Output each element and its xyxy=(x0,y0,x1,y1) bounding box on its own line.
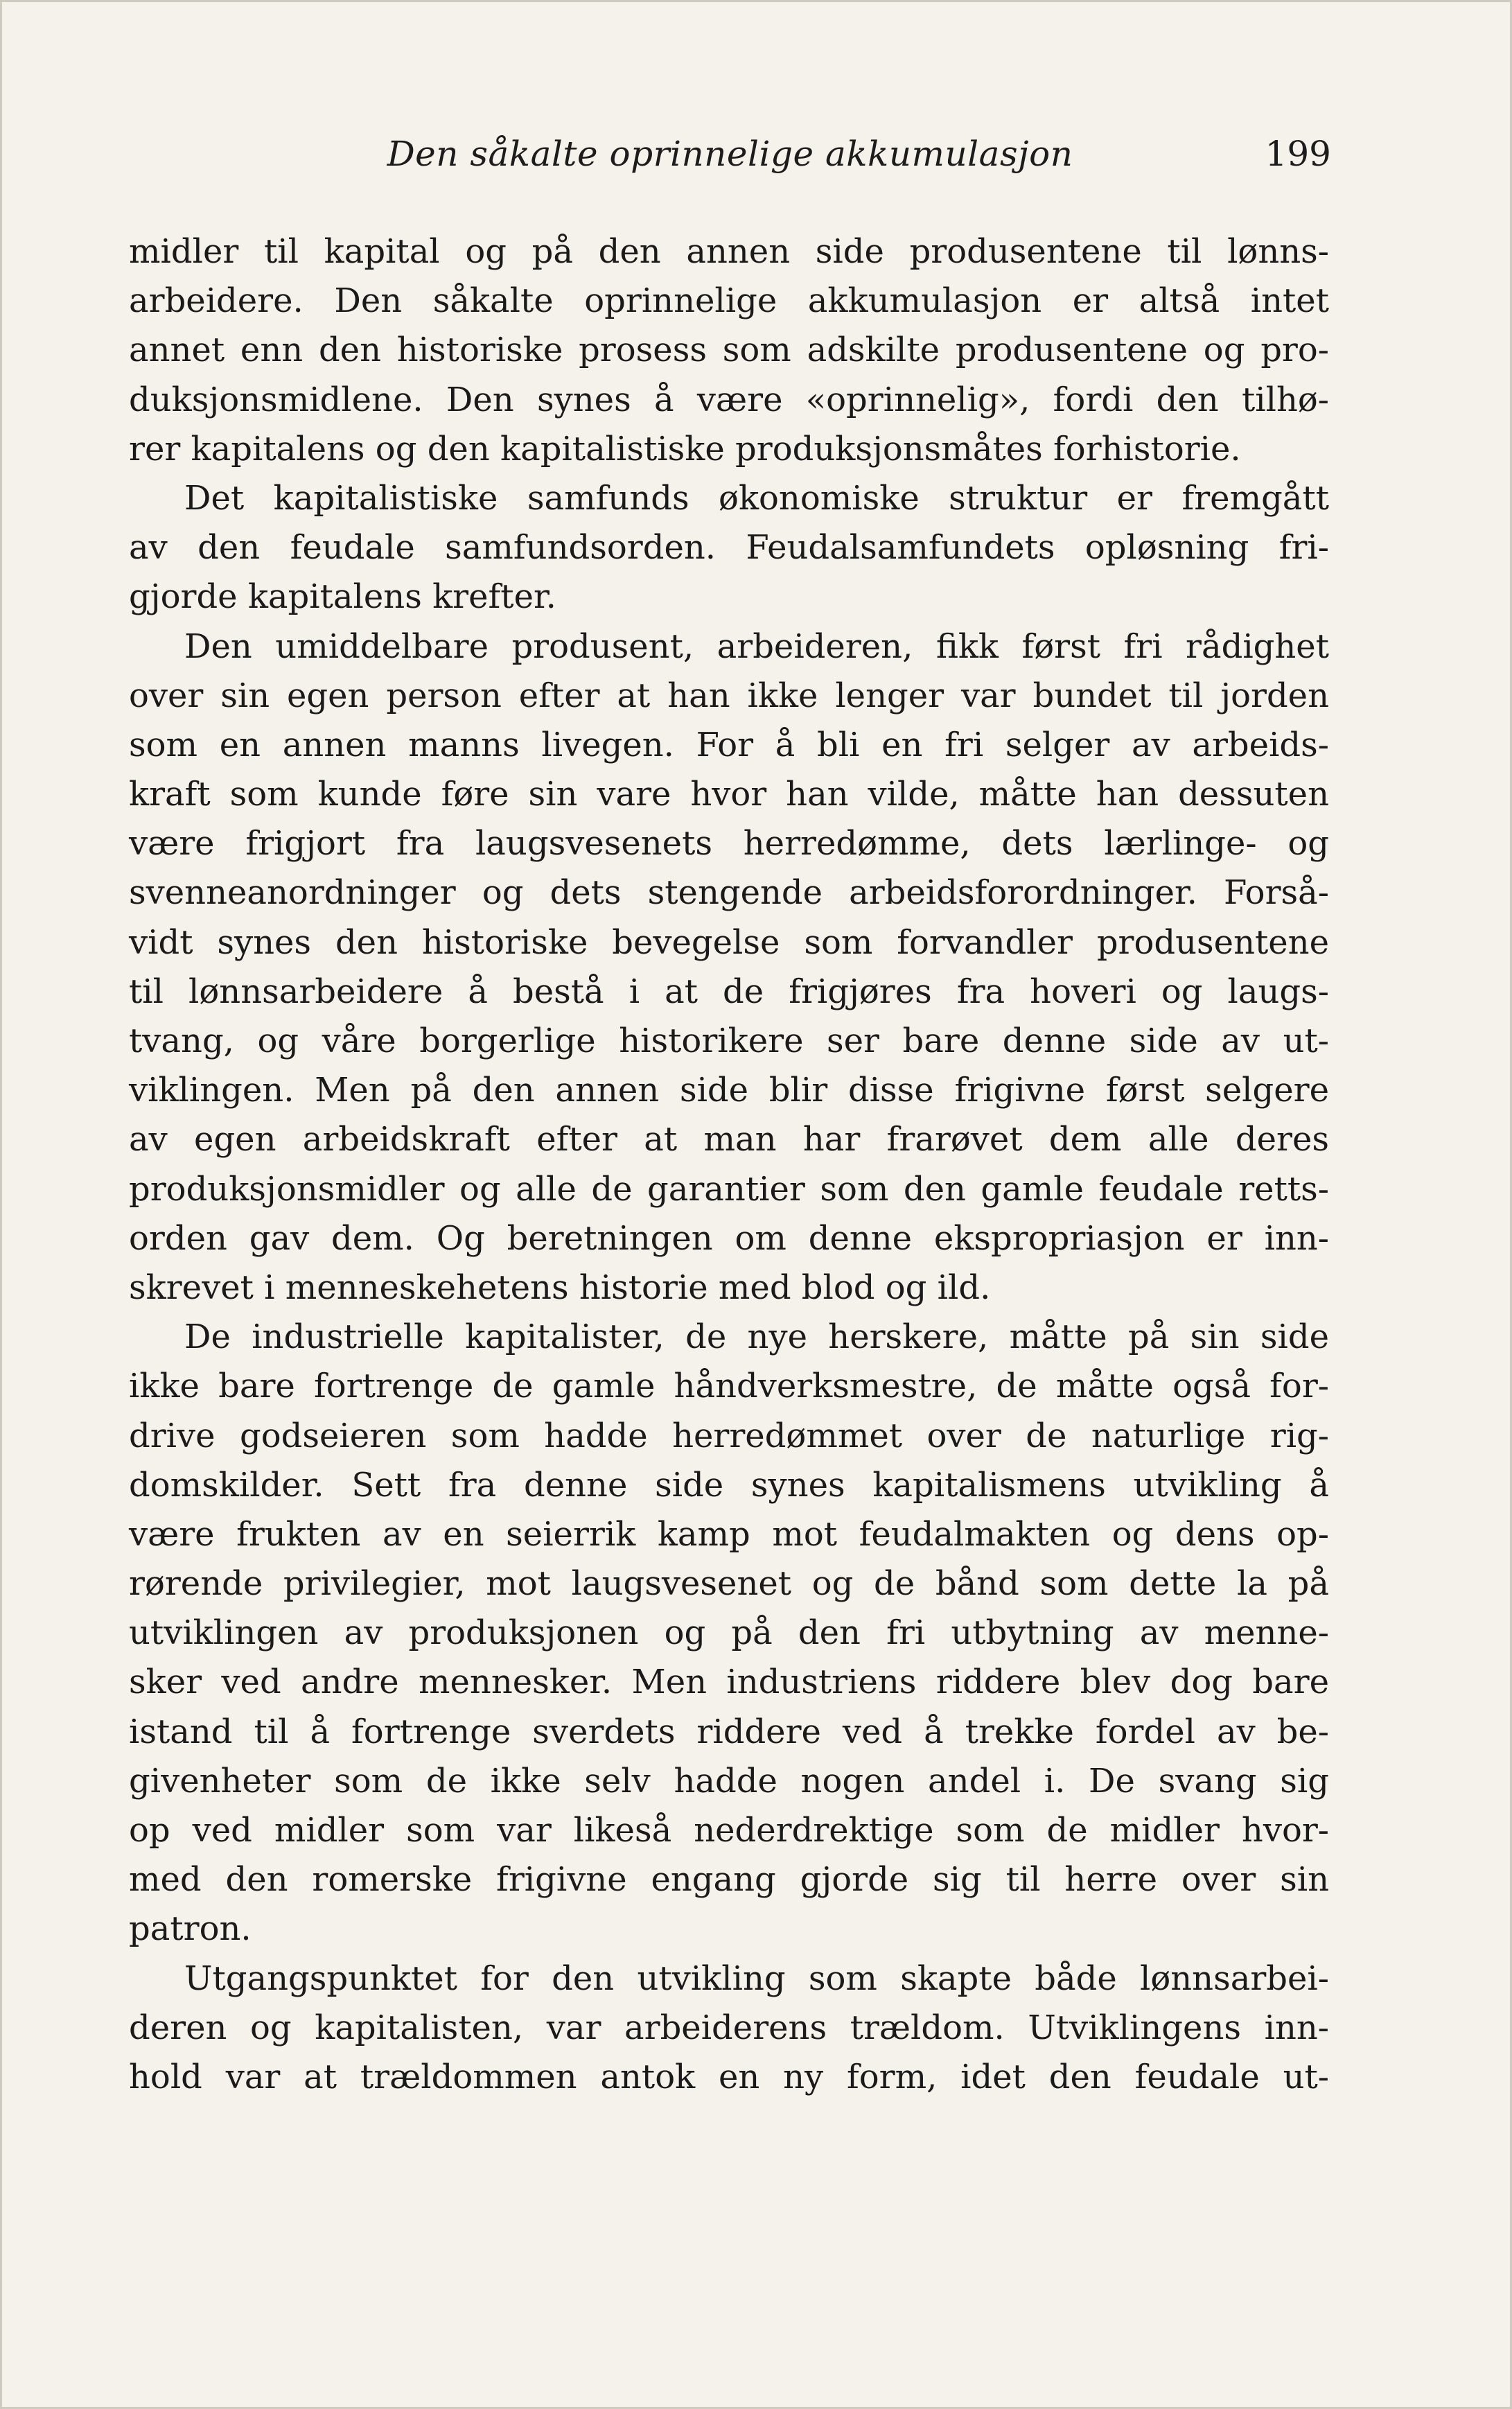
running-title: Den såkalte oprinnelige akkumulasjon xyxy=(387,134,1073,174)
running-header xyxy=(129,134,1331,182)
text-line: kraft som kunde føre sin vare hvor han vilde, måtte han dessuten xyxy=(129,775,1329,814)
text-line: rørende privilegier, mot laugsvesenet og de bånd som dette la på xyxy=(129,1564,1329,1604)
text-line: hold var at trældommen antok en ny form, idet den feudale ut- xyxy=(129,2057,1329,2096)
text-line: tvang, og våre borgerlige historikere ser bare denne side av ut- xyxy=(129,1022,1329,1060)
text-line: deren og kapitalisten, var arbeiderens trældom. Utviklingens inn- xyxy=(129,2008,1329,2047)
text-line: op ved midler som var likeså nederdrektige som de midler hvor- xyxy=(129,1811,1329,1850)
text-line: Utgangspunktet for den utvikling som skapte både lønnsarbei- xyxy=(184,1959,1329,1998)
text-line: De industrielle kapitalister, de nye herskere, måtte på sin side xyxy=(184,1317,1329,1357)
text-line: midler til kapital og på den annen side produsentene til lønns- xyxy=(129,232,1329,271)
text-line: av den feudale samfundsorden. Feudalsamfundets opløsning fri- xyxy=(129,528,1329,568)
text-line: drive godseieren som hadde herredømmet over de naturlige rig- xyxy=(129,1416,1329,1455)
paragraph-3 xyxy=(129,622,1329,1313)
text-line: svenneanordninger og dets stengende arbeidsforordninger. Forså- xyxy=(129,873,1329,913)
text-line: til lønnsarbeidere å bestå i at de frigjøres fra hoveri og laugs- xyxy=(129,972,1329,1011)
paragraph-5 xyxy=(129,1954,1329,2103)
page-number: 199 xyxy=(1265,134,1331,174)
body-text xyxy=(129,227,1329,2102)
text-line: viklingen. Men på den annen side blir disse frigivne først selgere xyxy=(129,1071,1329,1110)
text-line: domskilder. Sett fra denne side synes kapitalismens utvikling å xyxy=(129,1465,1329,1505)
text-line: duksjonsmidlene. Den synes å være «oprinnelig», fordi den tilhø- xyxy=(129,380,1329,419)
text-line: givenheter som de ikke selv hadde nogen andel i. De svang sig xyxy=(129,1761,1329,1801)
text-line: Det kapitalistiske samfunds økonomiske struktur er fremgått xyxy=(184,478,1329,518)
text-line: vidt synes den historiske bevegelse som forvandler produsentene xyxy=(129,922,1329,962)
text-line: være frukten av en seierrik kamp mot feudalmakten og dens op- xyxy=(129,1514,1329,1554)
text-line: over sin egen person efter at han ikke lenger var bundet til jorden xyxy=(129,676,1329,715)
text-line: Den umiddelbare produsent, arbeideren, fikk først fri rådighet xyxy=(184,627,1329,666)
text-line: som en annen manns livegen. For å bli en fri selger av arbeids- xyxy=(129,725,1329,764)
paragraph-2 xyxy=(129,474,1329,622)
text-line: med den romerske frigivne engang gjorde sig til herre over sin xyxy=(129,1860,1329,1900)
text-line: annet enn den historiske prosess som adskilte produsentene og pro- xyxy=(129,331,1329,370)
text-line: av egen arbeidskraft efter at man har frarøvet dem alle deres xyxy=(129,1120,1329,1159)
text-line: rer kapitalens og den kapitalistiske produksjonsmåtes forhistorie. xyxy=(129,429,1241,468)
paragraph-4 xyxy=(129,1313,1329,1954)
text-line: utviklingen av produksjonen og på den fri utbytning av menne- xyxy=(129,1613,1329,1653)
text-line: ikke bare fortrenge de gamle håndverksmestre, de måtte også for- xyxy=(129,1367,1329,1406)
text-line: sker ved andre mennesker. Men industriens riddere blev dog bare xyxy=(129,1663,1329,1702)
paragraph-1 xyxy=(129,227,1329,474)
text-line: skrevet i menneskehetens historie med blod og ild. xyxy=(129,1268,991,1307)
text-line: patron. xyxy=(129,1909,252,1949)
text-line: gjorde kapitalens krefter. xyxy=(129,577,556,617)
text-line: istand til å fortrenge sverdets riddere ved å trekke fordel av be- xyxy=(129,1712,1329,1751)
text-line: produksjonsmidler og alle de garantier som den gamle feudale retts- xyxy=(129,1169,1329,1209)
text-line: være frigjort fra laugsvesenets herredømme, dets lærlinge- og xyxy=(129,824,1329,864)
text-line: orden gav dem. Og beretningen om denne ekspropriasjon er inn- xyxy=(129,1218,1329,1258)
text-line: arbeidere. Den såkalte oprinnelige akkumulasjon er altså intet xyxy=(129,281,1329,321)
